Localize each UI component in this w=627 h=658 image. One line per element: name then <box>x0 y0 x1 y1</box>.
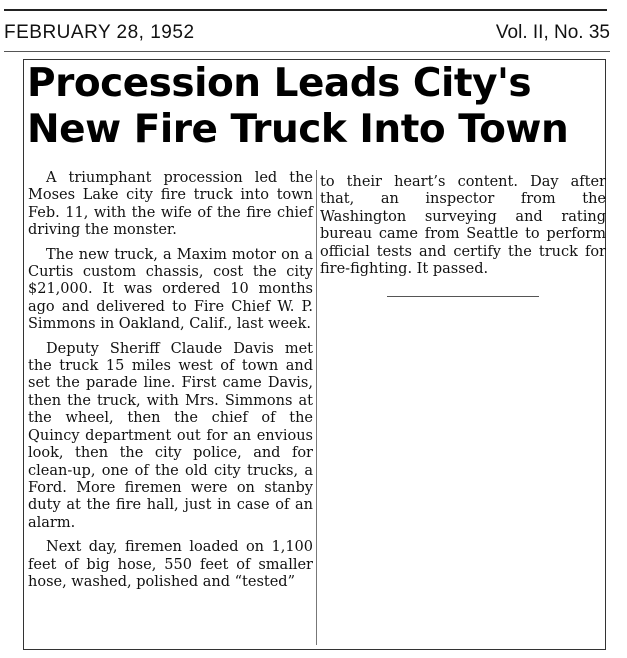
paragraph-1: A triumphant procession led the Moses Lake city fire truck into town Feb. 11, with the wife of the fire chief driving the monster. <box>28 170 313 239</box>
volume-number: Vol. II, No. 35 <box>495 22 610 43</box>
masthead-rule <box>4 51 610 52</box>
headline-line-1: Procession Leads City's <box>27 61 532 106</box>
paragraph-2: The new truck, a Maxim motor on a Curtis custom chassis, cost the city $21,000. It was ordered 10 months ago and delivered to Fire Chief W. P. Simmons in Oakland, Calif., last week. <box>28 246 313 333</box>
issue-date: FEBRUARY 28, 1952 <box>4 22 195 43</box>
article-headline <box>27 61 607 153</box>
top-rule <box>4 9 607 11</box>
article-column-1 <box>28 170 313 598</box>
masthead <box>4 14 610 50</box>
paragraph-3: Deputy Sheriff Claude Davis met the truck 15 miles west of town and set the parade line. First came Davis, then the truck, with Mrs. Simmons at the wheel, then the chief of the Quincy department out for an envious look, then the city police, and for clean-up, one of the old city trucks, a Ford. More firemen were on stanby duty at the fire hall, just in case of an alarm. <box>28 340 313 531</box>
column-divider <box>316 170 317 645</box>
paragraph-continuation: to their heart’s content. Day after that, an inspector from the Washington surveying and rating bureau came from Seattle to perform official tests and certify the truck for fire-fighting. It passed. <box>320 174 606 278</box>
end-rule <box>387 296 539 297</box>
article-column-2 <box>320 174 606 285</box>
headline-line-2: New Fire Truck Into Town <box>27 107 569 152</box>
paragraph-4: Next day, firemen loaded on 1,100 feet of big hose, 550 feet of smaller hose, washed, polished and “tested” <box>28 539 313 590</box>
